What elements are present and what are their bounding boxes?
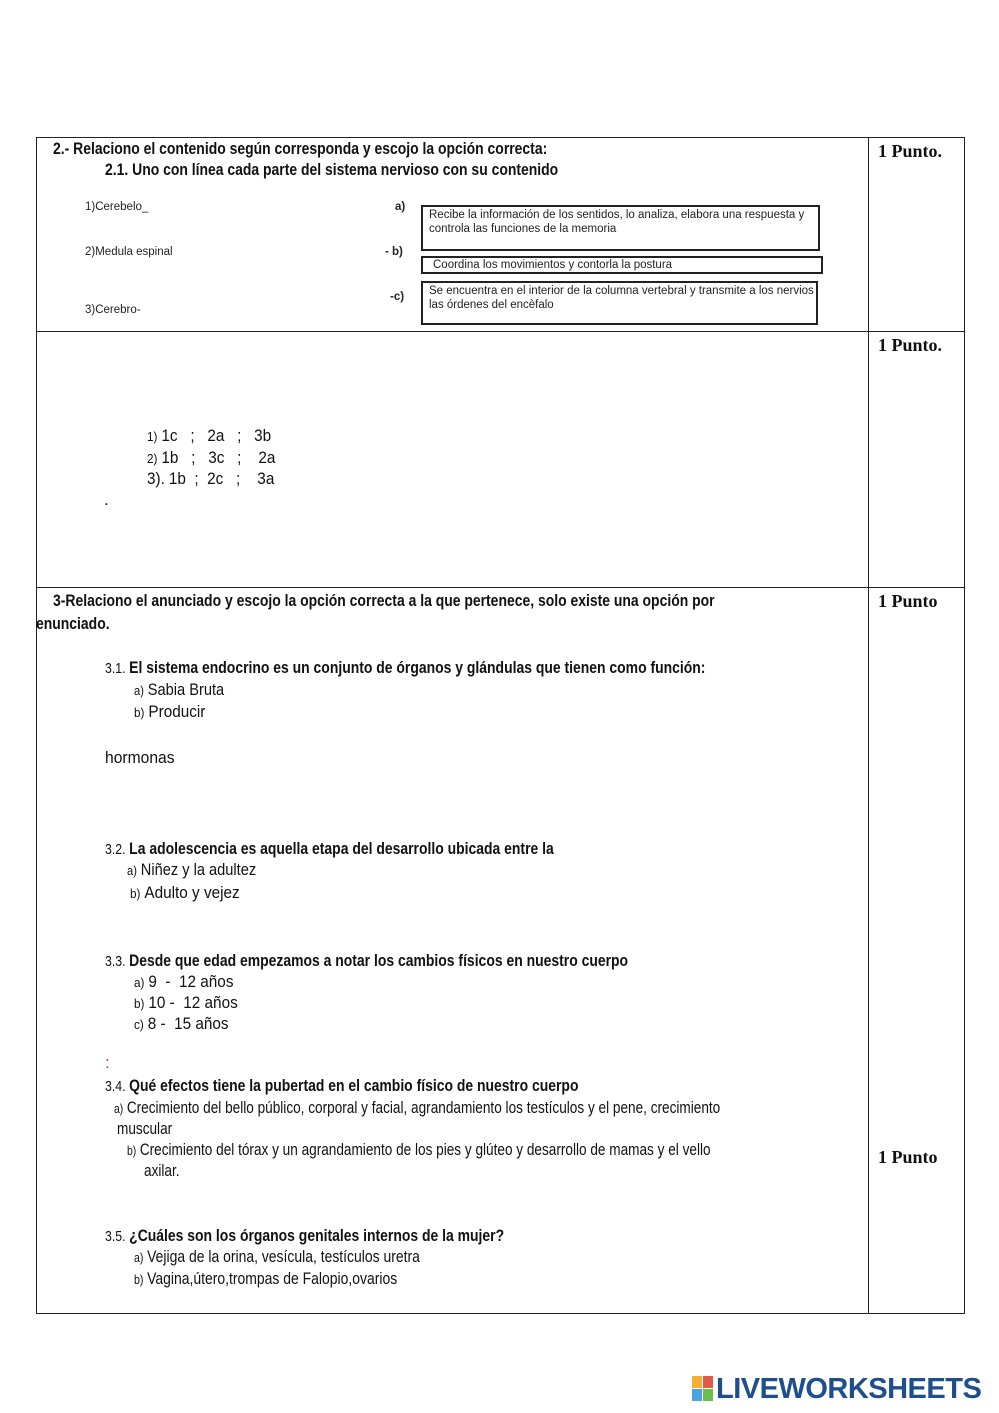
question-3-2-option-b (130, 883, 240, 903)
answer-option-2-text: 1b ; 3c ; 2a (161, 448, 276, 467)
option-b-text: Vagina,útero,trompas de Falopio,ovarios (147, 1269, 398, 1288)
option-b-text: Adulto y vejez (144, 883, 240, 902)
question-3-3-text: Desde que edad empezamos a notar los cambios físicos en nuestro cuerpo (129, 951, 629, 970)
question-3-2-text: La adolescencia es aquella etapa del desarrollo ubicada entre la (129, 839, 554, 858)
option-a-line1: Crecimiento del bello público, corporal y facial, agrandamiento los testículos y el pene, crecimiento (126, 1098, 721, 1117)
question-3-1-option-b (134, 702, 205, 722)
question-3-3-option-a (134, 972, 233, 992)
question-2-title: 2.- Relaciono el contenido según corresponda y escojo la opción correcta: (53, 139, 548, 158)
answer-option-1-text: 1c ; 2a ; 3b (161, 426, 272, 445)
option-c-marker: c) (134, 1017, 144, 1032)
question-3-4-option-a-line2: muscular (117, 1119, 173, 1138)
option-b-line1: Crecimiento del tórax y un agrandamiento de los pies y glúteo y desarrollo de mamas y el vello (139, 1140, 711, 1159)
option-a-marker: a) (134, 975, 145, 990)
answer-option-2 (147, 448, 275, 468)
option-b-marker: b) (130, 886, 141, 901)
option-a-marker: a) (134, 683, 144, 698)
question-3-title-line2: enunciado. (36, 614, 110, 633)
liveworksheets-logo[interactable] (692, 1373, 981, 1405)
liveworksheets-logo-icon (692, 1376, 714, 1402)
question-3-2-option-a (127, 860, 256, 880)
question-2-points: 1 Punto. (878, 141, 943, 161)
right-marker-b: - b) (385, 246, 403, 258)
option-b-marker: b) (127, 1143, 137, 1158)
table-column-divider (868, 137, 869, 1314)
option-a-text: 9 - 12 años (148, 972, 234, 991)
question-3-5-option-b (134, 1269, 397, 1289)
answers-points: 1 Punto. (878, 335, 943, 355)
question-3-4 (105, 1076, 578, 1096)
option-a-marker: a) (134, 1250, 144, 1265)
colon-mark: : (105, 1053, 110, 1072)
option-b-text: 10 - 12 años (148, 993, 238, 1012)
question-3-title-line1: 3-Relaciono el anunciado y escojo la opción correcta a la que pertenece, solo existe una opción por (53, 591, 715, 610)
match-box-b (421, 256, 823, 274)
question-3-4-option-b-line2: axilar. (144, 1161, 180, 1180)
table-border-right (964, 137, 965, 1314)
question-3-points-top: 1 Punto (878, 591, 938, 611)
option-a-marker: a) (114, 1101, 124, 1116)
match-box-c-text: Se encuentra en el interior de la columna vertebral y transmite a los nervios las órdenes del encèfalo (429, 285, 814, 311)
question-3-4-num: 3.4. (105, 1078, 126, 1095)
question-3-1-option-a (134, 680, 224, 700)
question-3-2 (105, 839, 554, 859)
left-item-cerebro: 3)Cerebro- (85, 304, 141, 316)
question-3-1-num: 3.1. (105, 660, 126, 677)
question-3-3-option-c (134, 1014, 229, 1034)
question-3-2-num: 3.2. (105, 841, 126, 858)
question-3-3-num: 3.3. (105, 953, 126, 970)
match-box-b-text: Coordina los movimientos y contorla la postura (433, 259, 673, 271)
question-3-5 (105, 1226, 504, 1246)
right-marker-a: a) (395, 201, 406, 213)
table-row-divider-2 (36, 587, 965, 588)
answer-option-3-num: 3). (147, 469, 165, 488)
option-b-marker: b) (134, 705, 145, 720)
answers-dot: . (104, 490, 109, 509)
question-3-1-text: El sistema endocrino es un conjunto de órganos y glándulas que tienen como función: (129, 658, 706, 677)
liveworksheets-logo-text: LIVEWORKSHEETS (716, 1372, 982, 1405)
match-box-a-text: Recibe la información de los sentidos, lo analiza, elabora una respuesta y controla las funciones de la memoria (429, 209, 805, 235)
table-border-bottom (36, 1313, 965, 1314)
question-3-5-option-a (134, 1247, 420, 1267)
question-3-5-num: 3.5. (105, 1228, 126, 1245)
question-3-4-option-a (114, 1098, 720, 1118)
question-3-1 (105, 658, 705, 678)
table-border-left (36, 137, 37, 1314)
option-b-text: Producir (148, 702, 206, 721)
right-marker-c: -c) (390, 291, 405, 303)
option-a-text: Sabia Bruta (147, 680, 225, 699)
option-a-marker: a) (127, 863, 137, 878)
option-a-text: Niñez y la adultez (140, 860, 257, 879)
answer-option-2-num: 2) (147, 451, 158, 466)
answer-option-1-num: 1) (147, 429, 158, 444)
question-3-5-text: ¿Cuáles son los órganos genitales internos de la mujer? (129, 1226, 505, 1245)
match-box-c (421, 281, 818, 325)
answer-option-3-text: 1b ; 2c ; 3a (168, 469, 275, 488)
left-item-medula: 2)Medula espinal (85, 246, 173, 258)
question-3-1-continuation: hormonas (105, 748, 175, 767)
option-b-marker: b) (134, 1272, 144, 1287)
answer-option-3 (147, 469, 274, 489)
question-3-points-bottom: 1 Punto (878, 1147, 938, 1167)
option-a-text: Vejiga de la orina, vesícula, testículos uretra (147, 1247, 420, 1266)
option-b-marker: b) (134, 996, 145, 1011)
question-3-4-text: Qué efectos tiene la pubertad en el cambio físico de nuestro cuerpo (129, 1076, 579, 1095)
table-border-top (36, 137, 965, 138)
option-c-text: 8 - 15 años (147, 1014, 229, 1033)
table-row-divider-1 (36, 331, 965, 332)
question-3-4-option-b (127, 1140, 711, 1160)
question-2-subtitle: 2.1. Uno con línea cada parte del sistema nervioso con su contenido (105, 160, 559, 179)
match-box-a (421, 205, 820, 251)
question-3-3-option-b (134, 993, 238, 1013)
left-item-cerebelo: 1)Cerebelo_ (85, 201, 149, 213)
answer-option-1 (147, 426, 271, 446)
question-3-3 (105, 951, 628, 971)
